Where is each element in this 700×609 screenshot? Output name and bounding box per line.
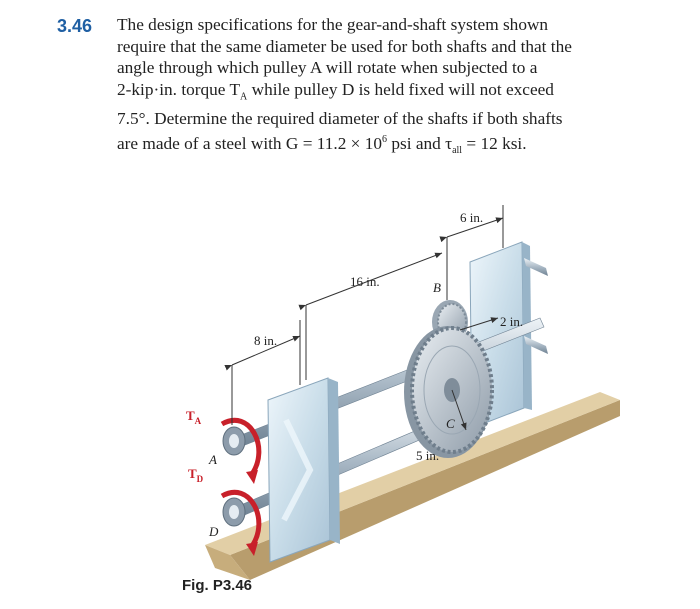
- line-6-sup: 6: [382, 134, 388, 146]
- dim-2-label: 2 in.: [500, 314, 524, 329]
- line-4-text-a: 2-kip·in. torque T: [117, 79, 241, 99]
- TA-sub: A: [194, 416, 202, 426]
- line-4-sub: A: [240, 91, 248, 103]
- line-4-text-b: while pulley D is held fixed will not exceed: [247, 79, 554, 99]
- pulley-A: [223, 427, 245, 455]
- dim-16-label: 16 in.: [350, 274, 380, 289]
- problem-statement: [0, 0, 700, 160]
- label-TA: [186, 408, 202, 426]
- left-support-plate: [268, 378, 340, 562]
- label-B: B: [433, 280, 441, 295]
- gear-C: [404, 326, 492, 458]
- line-3-text: angle through which pulley A will rotate when subjected to a: [117, 58, 538, 78]
- line-6-text-c: = 12 ksi.: [462, 134, 527, 154]
- line-6-text-a: are made of a steel with G = 11.2 × 10: [117, 134, 383, 154]
- problem-number: 3.46: [57, 16, 93, 36]
- label-D: D: [209, 524, 219, 539]
- label-A: A: [209, 452, 217, 467]
- problem-line-4: [117, 79, 637, 108]
- TA-main: T: [186, 408, 195, 423]
- TD-sub: D: [196, 474, 204, 484]
- label-TD: [188, 466, 204, 484]
- dim-8-label: 8 in.: [254, 333, 278, 348]
- dim-6-label: 6 in.: [460, 210, 484, 225]
- pulley-D: [223, 498, 245, 526]
- problem-text: [117, 14, 637, 162]
- gear-shaft-figure: [0, 160, 700, 609]
- problem-line-6: [117, 129, 637, 162]
- problem-line-2: require that the same diameter be used for both shafts and that the: [117, 36, 572, 56]
- TD-main: T: [188, 466, 197, 481]
- line-6-text-b: psi and τ: [387, 134, 453, 154]
- dim-5-label: 5 in.: [416, 448, 440, 463]
- label-C: C: [446, 416, 455, 431]
- problem-line-5: 7.5°. Determine the required diameter of the shafts if both shafts: [117, 108, 563, 128]
- figure-caption: Fig. P3.46: [182, 577, 253, 594]
- line-6-sub: all: [452, 145, 463, 157]
- problem-line-1: The design specifications for the gear-and-shaft system shown: [117, 15, 549, 34]
- problem-line-3: [117, 57, 637, 79]
